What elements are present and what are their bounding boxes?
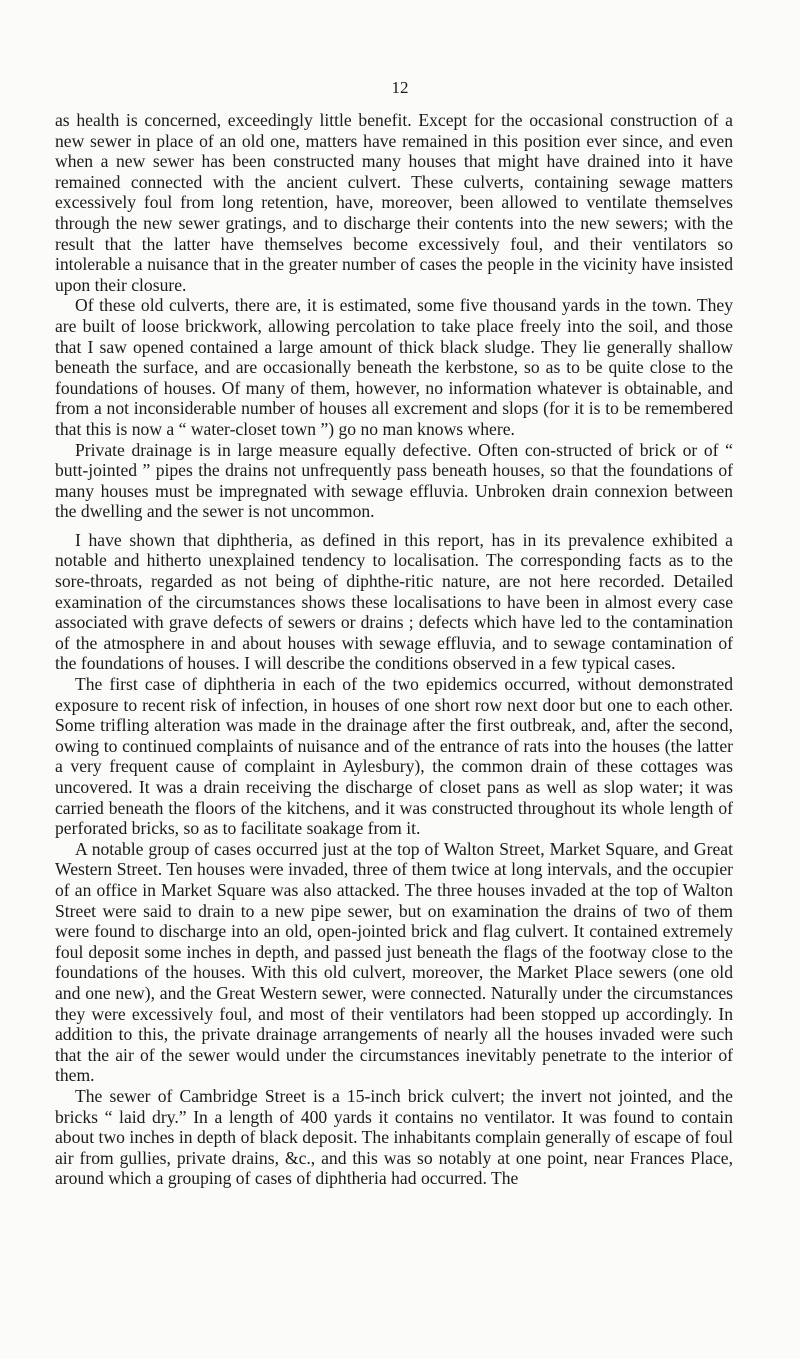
paragraph-7: The sewer of Cambridge Street is a 15-inch brick culvert; the invert not jointed, and the bricks “ laid dry.” In a length of 400 yards it contains no ventilator. It was found to contain about two inches in depth of black deposit. The inhabitants complain generally of escape of foul air from gullies, private drains, &c., and this was so notably at one point, near Frances Place, around which a grouping of cases of diphtheria had occurred. The	[55, 1085, 733, 1189]
paragraph-6: A notable group of cases occurred just at the top of Walton Street, Market Square, and Great Western Street. Ten houses were invaded, three of them twice at long intervals, and the occupier of an office in Market Square was also attacked. The three houses invaded at the top of Walton Street were said to drain to a new pipe sewer, but on examination the drains of two of them were found to discharge into an old, open-jointed brick and flag culvert. It contained extremely foul deposit some inches in depth, and passed just beneath the flags of the footway close to the foundations of the houses. With this old culvert, moreover, the Market Place sewers (one old and one new), and the Great Western sewer, were connected. Naturally under the circumstances they were excessively foul, and most of their ventilators had been stopped up accordingly. In addition to this, the private drainage arrangements of nearly all the houses invaded were such that the air of the sewer would under the circumstances inevitably penetrate to the interior of them.	[55, 838, 733, 1086]
paragraph-3: Private drainage is in large measure equally defective. Often con-structed of brick or of “ butt-jointed ” pipes the drains not unfrequently pass beneath houses, so that the foundations of many houses must be impregnated with sewage effluvia. Unbroken drain connexion between the dwelling and the sewer is not uncommon.	[55, 439, 733, 522]
paragraph-4: I have shown that diphtheria, as defined in this report, has in its prevalence exhibited a notable and hitherto unexplained tendency to localisation. The corresponding facts as to the sore-throats, regarded as not being of diphthe-ritic nature, are not here recorded. Detailed examination of the circumstances shows these localisations to have been in almost every case associated with grave defects of sewers or drains ; defects which have led to the contamination of the atmosphere in and about houses with sewage effluvia, and to sewage contamination of the foundations of houses. I will describe the conditions observed in a few typical cases.	[55, 529, 733, 674]
page-number: 12	[391, 78, 409, 97]
paragraph-5: The first case of diphtheria in each of the two epidemics occurred, without demonstrated exposure to recent risk of infection, in houses of one short row next door but one to each other. Some trifling alteration was made in the drainage after the first outbreak, and, after the second, owing to continued complaints of nuisance and of the entrance of rats into the houses (the latter a very frequent cause of complaint in Aylesbury), the common drain of these cottages was uncovered. It was a drain receiving the discharge of closet pans as well as slop water; it was carried beneath the floors of the kitchens, and it was constructed throughout its whole length of perforated bricks, so as to facilitate soakage from it.	[55, 674, 733, 839]
paragraph-1: as health is concerned, exceedingly little benefit. Except for the occasional construction of a new sewer in place of an old one, matters have remained in this position ever since, and even when a new sewer has been constructed many houses that might have drained into it have remained connected with the ancient culvert. These culverts, containing sewage matters excessively foul from long retention, have, moreover, been allowed to ventilate themselves through the new sewer gratings, and to discharge their contents into the new sewers; with the result that the latter have themselves become excessively foul, and their ventilators so intolerable a nuisance that in the greater number of cases the people in the vicinity have insisted upon their closure.	[55, 110, 733, 295]
body-text	[55, 110, 733, 1189]
paragraph-2: Of these old culverts, there are, it is estimated, some five thousand yards in the town. They are built of loose brickwork, allowing percolation to take place freely into the soil, and those that I saw opened contained a large amount of thick black sludge. They lie generally shallow beneath the surface, and are occasionally beneath the kerbstone, so as to be quite close to the foundations of houses. Of many of them, however, no information whatever is obtainable, and from a not inconsiderable number of houses all excrement and slops (for it is to be remembered that this is now a “ water-closet town ”) go no man knows where.	[55, 295, 733, 439]
